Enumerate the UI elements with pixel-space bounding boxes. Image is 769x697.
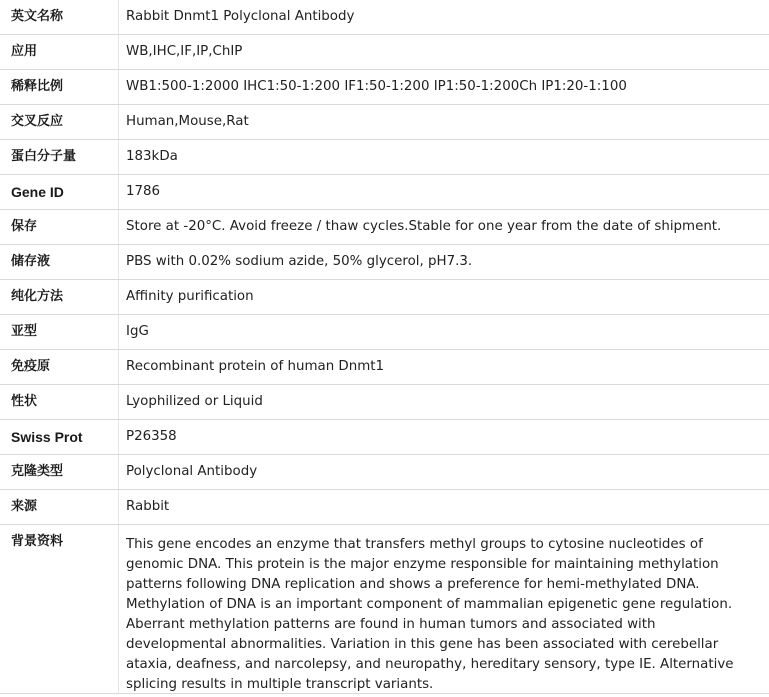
row-value-form: Lyophilized or Liquid xyxy=(126,394,263,409)
row-value-swiss-prot: P26358 xyxy=(126,429,177,444)
row-label-application: 应用 xyxy=(11,44,38,59)
row-label-english-name: 英文名称 xyxy=(11,9,64,24)
table-row xyxy=(0,315,769,350)
row-value-dilution: WB1:500-1:2000 IHC1:50-1:200 IF1:50-1:200 IP1:50-1:200Ch IP1:20-1:100 xyxy=(126,79,627,94)
row-label-form: 性状 xyxy=(11,394,38,409)
table-row xyxy=(0,350,769,385)
row-label-storage-buffer: 储存液 xyxy=(11,254,51,269)
row-label-storage: 保存 xyxy=(11,219,38,234)
table-row xyxy=(0,35,769,70)
row-value-background: This gene encodes an enzyme that transfers methyl groups to cytosine nucleotides of genomic DNA. This protein is the major enzyme responsible for maintaining methylation patterns following DNA replication and shows a preference for hemi-methylated DNA. Methylation of DNA is an important component of mammalian epigenetic gene regulation. Aberrant methylation patterns are found in human tumors and associated with developmental abnormalities. Variation in this gene has been associated with cerebellar ataxia, deafness, and narcolepsy, and neuropathy, hereditary sensory, type IE. Alternative splicing results in multiple transcript variants. xyxy=(126,537,734,692)
row-label-purification: 纯化方法 xyxy=(11,289,64,304)
row-label-reactivity: 交叉反应 xyxy=(11,114,64,129)
row-label-background: 背景资料 xyxy=(11,534,64,549)
table-row xyxy=(0,210,769,245)
row-value-storage: Store at -20°C. Avoid freeze / thaw cycles.Stable for one year from the date of shipment. xyxy=(126,219,722,234)
table-row xyxy=(0,280,769,315)
row-value-clonality: Polyclonal Antibody xyxy=(126,464,258,479)
row-label-host: 来源 xyxy=(11,499,38,514)
table-row xyxy=(0,490,769,525)
row-label-isotype: 亚型 xyxy=(11,324,38,339)
row-value-purification: Affinity purification xyxy=(126,289,254,304)
row-value-reactivity: Human,Mouse,Rat xyxy=(126,114,249,129)
table-row xyxy=(0,455,769,490)
table-row xyxy=(0,140,769,175)
row-value-isotype: IgG xyxy=(126,324,149,339)
row-label-gene-id: Gene ID xyxy=(11,184,64,200)
row-label-immunogen: 免疫原 xyxy=(11,359,51,374)
row-value-immunogen: Recombinant protein of human Dnmt1 xyxy=(126,359,385,374)
table-row xyxy=(0,175,769,210)
row-label-swiss-prot: Swiss Prot xyxy=(11,429,83,445)
row-value-gene-id: 1786 xyxy=(126,184,161,199)
row-value-host: Rabbit xyxy=(126,499,170,514)
row-value-molecular-weight: 183kDa xyxy=(126,149,178,164)
table-row xyxy=(0,245,769,280)
row-value-storage-buffer: PBS with 0.02% sodium azide, 50% glycerol, pH7.3. xyxy=(126,254,473,269)
table-row xyxy=(0,105,769,140)
row-label-clonality: 克隆类型 xyxy=(11,464,64,479)
table-row xyxy=(0,385,769,420)
table-row xyxy=(0,420,769,455)
table-row xyxy=(0,0,769,35)
table-row xyxy=(0,525,769,694)
table-row xyxy=(0,70,769,105)
row-value-english-name: Rabbit Dnmt1 Polyclonal Antibody xyxy=(126,9,355,24)
row-value-application: WB,IHC,IF,IP,ChIP xyxy=(126,44,243,59)
row-label-dilution: 稀释比例 xyxy=(11,79,64,94)
row-label-molecular-weight: 蛋白分子量 xyxy=(11,149,77,164)
